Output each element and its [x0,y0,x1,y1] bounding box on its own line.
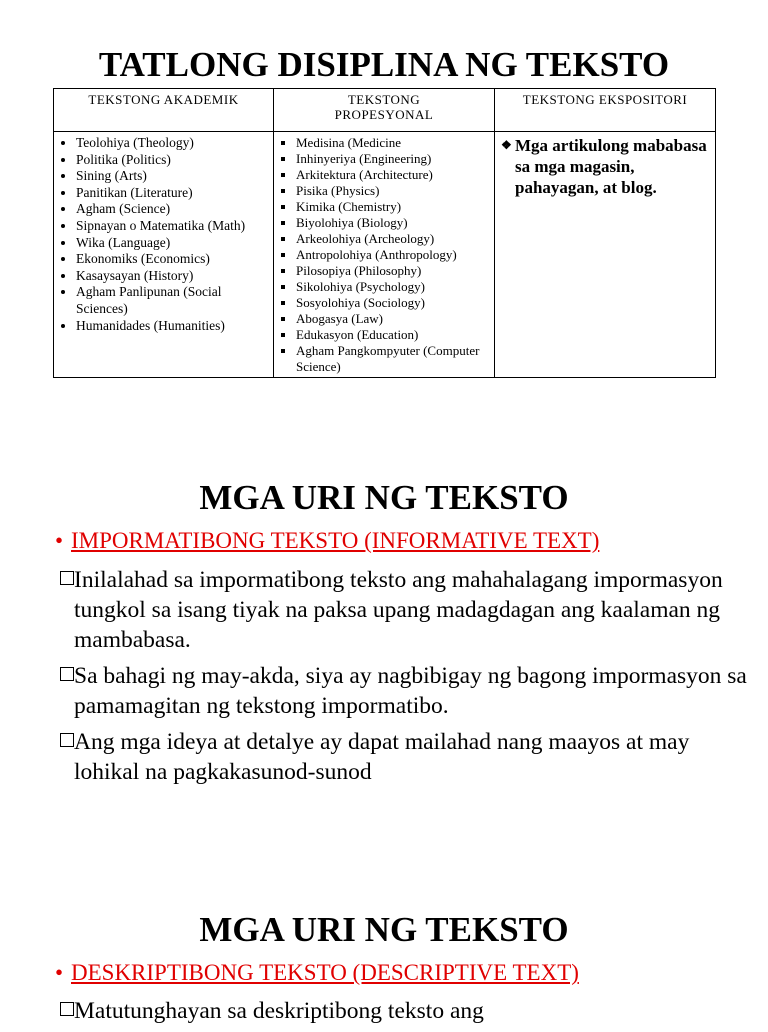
ekspositori-item [499,135,711,198]
akademik-cell [54,132,274,378]
table-row [54,132,716,378]
propesyonal-cell [274,132,495,378]
list-item [60,727,760,787]
point-text: Matutunghayan sa deskriptibong teksto ang [74,998,484,1024]
akademik-item: • Agham (Science) [76,201,269,218]
propesyonal-item: ▪ Biyolohiya (Biology) [296,215,490,231]
slide-title: MGA URI NG TEKSTO [199,910,569,949]
propesyonal-item: ▪ Arkitektura (Architecture) [296,167,490,183]
akademik-item: • Kasaysayan (History) [76,268,269,285]
checkbox-bullet-icon [60,571,74,585]
list-item [60,996,760,1026]
disciplines-table [53,88,716,378]
akademik-item: • Sipnayan o Matematika (Math) [76,218,269,235]
point-text: Ang mga ideya at detalye ay dapat mailahad nang maayos at may lohikal na pagkakasunod-sunod [74,729,690,785]
point-text: Inilalahad sa impormatibong teksto ang mahahalagang impormasyon tungkol sa isang tiyak na paksa upang madagdagan ang kaalaman ng mambabasa. [74,567,723,653]
points-list [60,996,760,1032]
section-heading [55,527,599,555]
akademik-item: • Panitikan (Literature) [76,185,269,202]
list-item [60,565,760,655]
slide-title: TATLONG DISIPLINA NG TEKSTO [98,45,670,84]
akademik-item: • Humanidades (Humanities) [76,318,269,335]
akademik-item: • Ekonomiks (Economics) [76,251,269,268]
header-akademik: TEKSTONG AKADEMIK [54,89,274,132]
section-heading-text: IMPORMATIBONG TEKSTO (INFORMATIVE TEXT) [71,528,600,553]
section-heading [55,959,579,987]
akademik-item: • Teolohiya (Theology) [76,135,269,152]
propesyonal-item: ▪ Edukasyon (Education) [296,327,490,343]
bullet-dot-icon: • [55,960,64,985]
propesyonal-list [278,135,490,375]
propesyonal-item: ▪ Medisina (Medicine [296,135,490,151]
header-propesyonal: TEKSTONG PROPESYONAL [274,89,495,132]
slide-title: MGA URI NG TEKSTO [199,478,569,517]
checkbox-bullet-icon [60,667,74,681]
akademik-item: • Politika (Politics) [76,152,269,169]
propesyonal-item: ▪ Abogasya (Law) [296,311,490,327]
propesyonal-item: ▪ Pilosopiya (Philosophy) [296,263,490,279]
ekspositori-text: Mga artikulong mababasa sa mga magasin, pahayagan, at blog. [515,136,707,197]
point-text: Sa bahagi ng may-akda, siya ay nagbibigay ng bagong impormasyon sa pamamagitan ng tekstong impormatibo. [74,663,747,719]
checkbox-bullet-icon [60,1002,74,1016]
diamond-bullet-icon: ❖ [501,138,512,152]
akademik-item: • Agham Panlipunan (Social Sciences) [76,284,269,317]
ekspositori-cell [495,132,716,378]
propesyonal-item: ▪ Agham Pangkompyuter (Computer Science) [296,343,490,375]
propesyonal-item: ▪ Sikolohiya (Psychology) [296,279,490,295]
table-header-row [54,89,716,132]
propesyonal-item: ▪ Kimika (Chemistry) [296,199,490,215]
points-list [60,565,760,793]
section-heading-text: DESKRIPTIBONG TEKSTO (DESCRIPTIVE TEXT) [71,960,579,985]
propesyonal-item: ▪ Inhinyeriya (Engineering) [296,151,490,167]
bullet-dot-icon: • [55,528,64,553]
propesyonal-item: ▪ Sosyolohiya (Sociology) [296,295,490,311]
akademik-list [58,135,269,334]
checkbox-bullet-icon [60,733,74,747]
list-item [60,661,760,721]
propesyonal-item: ▪ Arkeolohiya (Archeology) [296,231,490,247]
propesyonal-item: ▪ Pisika (Physics) [296,183,490,199]
propesyonal-item: ▪ Antropolohiya (Anthropology) [296,247,490,263]
akademik-item: • Sining (Arts) [76,168,269,185]
header-ekspositori: TEKSTONG EKSPOSITORI [495,89,716,132]
akademik-item: • Wika (Language) [76,235,269,252]
